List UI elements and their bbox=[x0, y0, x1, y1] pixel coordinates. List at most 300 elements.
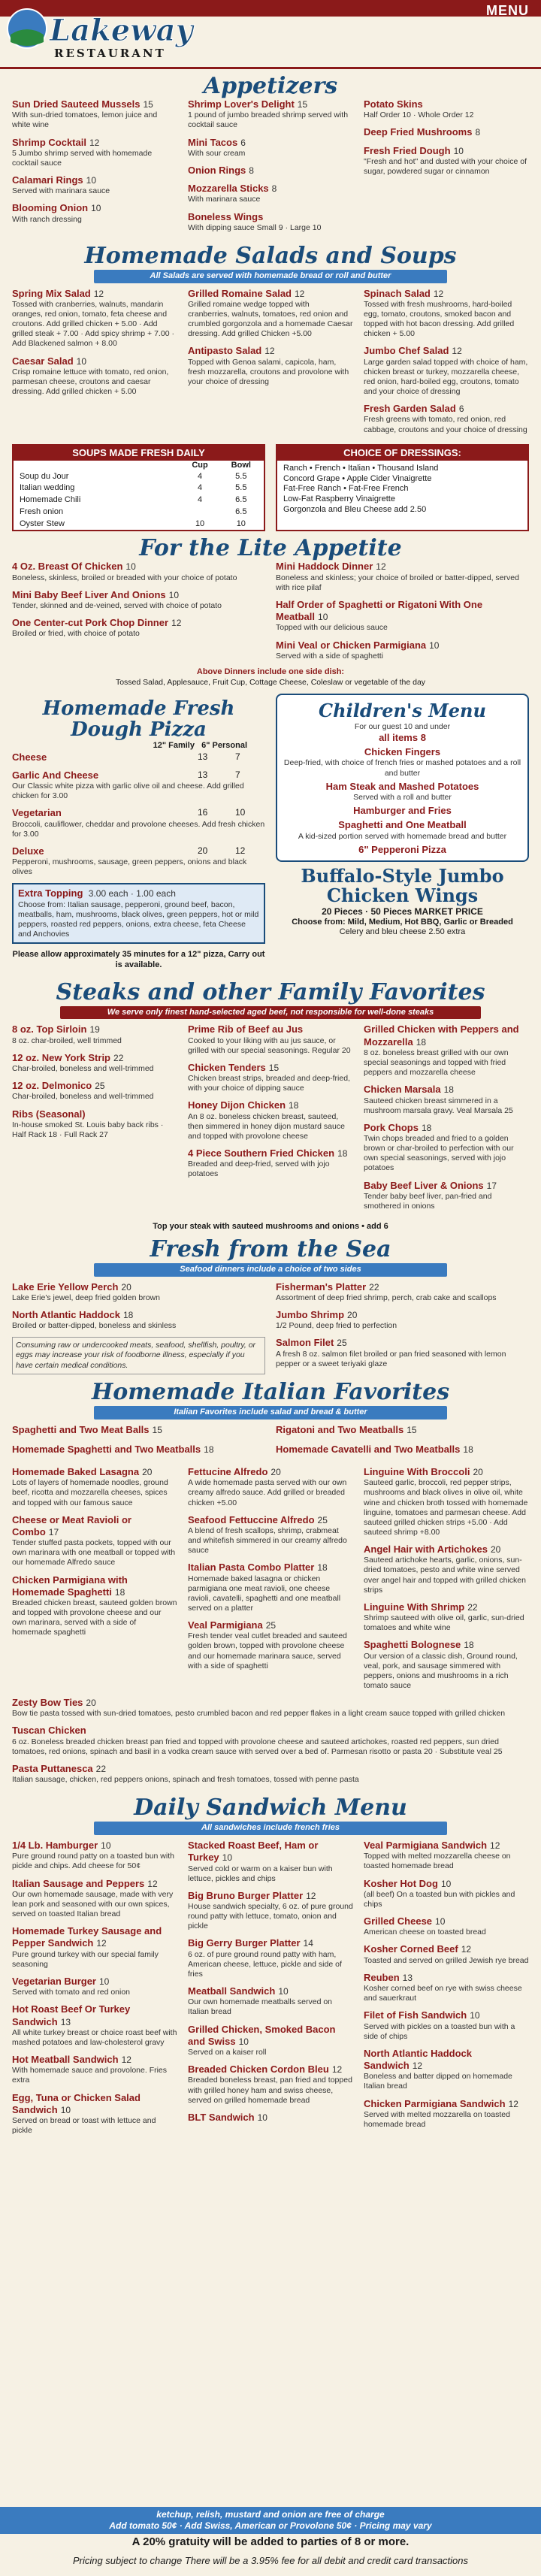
sandwich-foot-2: Add tomato 50¢ · Add Swiss, American or Provolone 50¢ · Pricing may vary bbox=[109, 2520, 432, 2531]
menu-item bbox=[188, 1937, 353, 1979]
italian-sub: Italian Favorites include salad and bread & butter bbox=[94, 1406, 447, 1420]
item-price: 20 bbox=[270, 1467, 281, 1478]
item-price: 10 bbox=[86, 175, 97, 186]
item-price: 12 bbox=[96, 1938, 107, 1949]
item-price: 18 bbox=[317, 1562, 328, 1574]
item-price: 12 bbox=[433, 288, 444, 299]
menu-item bbox=[12, 355, 177, 398]
item-name: Spinach Salad bbox=[364, 287, 431, 299]
item-desc: Fresh tender veal cutlet breaded and sauteed golden brown, topped with provolone cheese and our homemade marinara sauce, served with a side of spaghetti bbox=[188, 1631, 347, 1670]
menu-item bbox=[12, 1108, 177, 1141]
menu-item bbox=[364, 2048, 529, 2092]
menu-column bbox=[364, 1023, 529, 1217]
item-name: Salmon Filet bbox=[276, 1337, 334, 1349]
menu-item bbox=[364, 1543, 529, 1595]
item-desc: Tender baby beef liver, pan-fried and smothered in onions bbox=[364, 1191, 492, 1211]
item-name: Chicken Marsala bbox=[364, 1084, 441, 1096]
pizza-price-personal: 12 bbox=[235, 845, 246, 856]
dressing-line: Low-Fat Raspberry Vinaigrette bbox=[283, 494, 395, 504]
item-name: Half Order of Spaghetti or Rigatoni With One Meatball bbox=[276, 598, 483, 623]
pizza-price-family: 20 bbox=[198, 845, 208, 856]
item-price: 8 bbox=[475, 127, 481, 138]
item-price: 12 bbox=[412, 2060, 423, 2072]
item-desc: Kosher corned beef on rye with swiss cheese and sauerkraut bbox=[364, 1984, 522, 2003]
item-desc: (all beef) On a toasted bun with pickles and chips bbox=[364, 1889, 515, 1909]
item-price: 12 bbox=[331, 2064, 343, 2076]
menu-item bbox=[12, 1080, 177, 1102]
kids-price: all items 8 bbox=[379, 731, 426, 743]
dressings-title: CHOICE OF DRESSINGS: bbox=[277, 446, 527, 461]
item-price: 15 bbox=[297, 99, 308, 110]
item-desc: 5 Jumbo shrimp served with homemade cocktail sauce bbox=[12, 148, 153, 168]
item-name: Filet of Fish Sandwich bbox=[364, 2009, 467, 2021]
menu-item bbox=[364, 1601, 529, 1634]
svg-text:RESTAURANT: RESTAURANT bbox=[54, 47, 166, 60]
item-desc: Italian sausage, chicken, red peppers onions, spinach and fresh tomatoes, tossed with penne pasta bbox=[12, 1775, 359, 1785]
item-price: 10 bbox=[76, 355, 87, 367]
item-desc: Crisp romaine lettuce with tomato, red onion, parmesan cheese, croutons and caesar dressing. Add grilled chicken + 5.00 bbox=[12, 367, 169, 396]
item-name: 12 oz. New York Strip bbox=[12, 1051, 111, 1063]
item-desc: Served with pickles on a toasted bun with a side of chips bbox=[364, 2021, 515, 2041]
item-desc: A fresh 8 oz. salmon filet broiled or pan fried seasoned with lemon pepper or a sweet teriyaki glaze bbox=[276, 1349, 506, 1368]
kids-item-name: Ham Steak and Mashed Potatoes bbox=[325, 780, 479, 792]
sea-sub: Seafood dinners include a choice of two sides bbox=[94, 1263, 447, 1277]
menu-item bbox=[364, 2009, 529, 2042]
menu-item bbox=[188, 1099, 353, 1141]
menu-item bbox=[12, 1976, 177, 1997]
menu-item bbox=[276, 561, 529, 593]
item-name: 12 oz. Delmonico bbox=[12, 1080, 92, 1092]
item-desc: In-house smoked St. Louis baby back ribs · Half Rack 18 · Full Rack 27 bbox=[12, 1120, 164, 1139]
menu-label: MENU bbox=[486, 3, 529, 18]
item-price: 20 bbox=[490, 1544, 501, 1556]
dressing-line: Ranch • French • Italian • Thousand Island bbox=[283, 463, 439, 473]
item-desc: With sour cream bbox=[188, 148, 246, 158]
svg-text:Lakeway: Lakeway bbox=[50, 13, 193, 48]
item-desc: Twin chops breaded and fried to a golden brown or char-broiled to perfection with our own special seasonings, served with jojo potatoes bbox=[364, 1134, 514, 1173]
item-desc: Tender, skinned and de-veined, served with choice of potato bbox=[12, 601, 222, 610]
menu-item bbox=[364, 1023, 529, 1078]
kids-item bbox=[282, 746, 523, 779]
item-name: One Center-cut Pork Chop Dinner bbox=[12, 617, 169, 629]
item-name: Fettucine Alfredo bbox=[188, 1466, 268, 1478]
item-price: 12 bbox=[306, 1890, 316, 1901]
menu-item bbox=[188, 2064, 353, 2106]
item-desc: Boneless and skinless; your choice of broiled or batter-dipped, served with rice pilaf bbox=[276, 573, 519, 592]
sea-title: Fresh from the Sea bbox=[150, 1235, 391, 1262]
kids-item-desc: Served with a roll and butter bbox=[353, 792, 452, 802]
menu-column bbox=[12, 288, 177, 441]
soup-cup: 10 bbox=[195, 519, 205, 528]
item-desc: Tossed with cranberries, walnuts, mandarin oranges, red onion, tomato, feta cheese and croutons. Add grilled chicken + 5.00 · Add grilled steak + 7.00 · Add spicy shrimp + 7.00 · Add Blackened salmon + 8.00 bbox=[12, 299, 174, 349]
pizza-price-family: 13 bbox=[198, 769, 208, 780]
menu-item bbox=[276, 1281, 529, 1303]
menu-item bbox=[276, 1424, 529, 1436]
item-name: Spaghetti and Two Meat Balls bbox=[12, 1423, 150, 1435]
menu-column bbox=[12, 1840, 177, 2142]
item-name: Stacked Roast Beef, Ham or Turkey bbox=[188, 1840, 319, 1864]
pizza-section bbox=[0, 694, 541, 975]
menu-item bbox=[12, 1023, 177, 1045]
topping-name: Extra Topping bbox=[18, 887, 83, 899]
kids-item-name: Chicken Fingers bbox=[364, 746, 441, 758]
item-price: 18 bbox=[463, 1444, 473, 1455]
menu-item bbox=[276, 1337, 529, 1369]
pizza-price-family: 16 bbox=[198, 807, 208, 818]
item-desc: Breaded boneless breast, pan fried and topped with grilled honey ham and swiss cheese, served on grilled homemade bread bbox=[188, 2076, 352, 2105]
menu-item bbox=[12, 1697, 529, 1719]
item-name: Chicken Tenders bbox=[188, 1061, 266, 1073]
item-price: 10 bbox=[440, 1878, 452, 1889]
kids-item-desc: A kid-sized portion served with homemade bread and butter bbox=[298, 831, 507, 841]
pizza-desc: Our Classic white pizza with garlic olive oil and cheese. Add grilled chicken for 3.00 bbox=[12, 782, 244, 801]
item-price: 17 bbox=[486, 1180, 497, 1191]
wings-choose: Choose from: Mild, Medium, Hot BBQ, Garlic or Breaded bbox=[292, 917, 513, 927]
pizza-name: Cheese bbox=[12, 751, 47, 763]
item-desc: With dipping sauce Small 9 · Large 10 bbox=[188, 222, 322, 232]
menu-item bbox=[188, 1890, 353, 1932]
item-desc: Large garden salad topped with choice of ham, chicken breast or turkey, mozzarella cheese, red onion, hard-boiled egg, croutons, tomato and your choice of dressing bbox=[364, 357, 528, 396]
item-name: Potato Skins bbox=[364, 98, 423, 110]
item-desc: 1 pound of jumbo breaded shrimp served with cocktail sauce bbox=[188, 110, 349, 130]
item-price: 12 bbox=[147, 1878, 158, 1889]
item-name: Pork Chops bbox=[364, 1121, 419, 1133]
pizza-desc: Pepperoni, mushrooms, sausage, green peppers, onions and black olives bbox=[12, 857, 247, 877]
soup-cup: 4 bbox=[198, 471, 203, 481]
menu-item bbox=[364, 403, 529, 435]
item-price: 10 bbox=[435, 1916, 446, 1927]
steaks-sub: We serve only finest hand-selected aged beef, not responsible for well-done steaks bbox=[60, 1006, 481, 1020]
item-price: 12 bbox=[89, 137, 100, 148]
item-name: Homemade Spaghetti and Two Meatballs bbox=[12, 1443, 201, 1455]
item-price: 10 bbox=[60, 2104, 71, 2115]
item-price: 10 bbox=[470, 2010, 480, 2021]
item-desc: With ranch dressing bbox=[12, 214, 82, 224]
item-price: 19 bbox=[89, 1024, 100, 1036]
item-name: Hot Roast Beef Or Turkey Sandwich bbox=[12, 2003, 131, 2027]
item-price: 18 bbox=[464, 1640, 474, 1651]
item-price: 10 bbox=[318, 612, 328, 623]
soup-bowl: 5.5 bbox=[235, 471, 247, 481]
item-name: Italian Pasta Combo Platter bbox=[188, 1562, 315, 1574]
item-price: 12 bbox=[508, 2098, 518, 2109]
item-name: Jumbo Shrimp bbox=[276, 1308, 345, 1320]
soup-bowl: 6.5 bbox=[235, 506, 247, 516]
item-name: Spring Mix Salad bbox=[12, 287, 91, 299]
item-name: Prime Rib of Beef au Jus bbox=[188, 1023, 304, 1036]
item-price: 10 bbox=[101, 1840, 111, 1852]
soup-name: Fresh onion bbox=[20, 506, 64, 516]
item-name: Homemade Cavatelli and Two Meatballs bbox=[276, 1443, 461, 1455]
item-name: Rigatoni and Two Meatballs bbox=[276, 1423, 404, 1435]
item-name: Kosher Hot Dog bbox=[364, 1877, 438, 1889]
item-name: Cheese or Meat Ravioli or Combo bbox=[12, 1513, 131, 1537]
item-price: 12 bbox=[461, 1944, 472, 1955]
menu-item bbox=[188, 1619, 353, 1671]
item-price: 25 bbox=[317, 1514, 328, 1525]
steaks-note: Top your steak with sauteed mushrooms and onions • add 6 bbox=[153, 1222, 388, 1232]
kids-item-name: 6" Pepperoni Pizza bbox=[358, 843, 446, 855]
menu-item bbox=[12, 1840, 177, 1872]
pizza-item bbox=[12, 807, 265, 839]
menu-item bbox=[364, 1466, 529, 1537]
menu-item bbox=[12, 1052, 177, 1074]
item-desc: Broiled or batter-dipped, boneless and skinless bbox=[12, 1321, 177, 1331]
item-desc: Topped with our delicious sauce bbox=[276, 623, 388, 633]
item-price: 20 bbox=[473, 1467, 483, 1478]
item-price: 22 bbox=[467, 1601, 478, 1613]
menu-item bbox=[188, 1840, 353, 1884]
item-desc: Boneless, skinless, broiled or breaded with your choice of potato bbox=[12, 573, 237, 582]
menu-column bbox=[12, 1697, 529, 1791]
item-desc: Our own homemade sausage, made with very lean pork and seasoned with our own spices, served on toasted Italian bread bbox=[12, 1889, 174, 1919]
menu-item bbox=[188, 1514, 353, 1556]
menu-item bbox=[276, 1309, 529, 1331]
item-price: 18 bbox=[443, 1084, 454, 1096]
kids-item bbox=[282, 781, 523, 803]
menu-item bbox=[188, 1147, 353, 1180]
menu-item bbox=[188, 2024, 353, 2058]
item-name: Hot Meatball Sandwich bbox=[12, 2054, 119, 2066]
item-desc: All white turkey breast or choice roast beef with mashed potatoes and law-cholesterol gravy bbox=[12, 2027, 177, 2047]
menu-item bbox=[364, 98, 529, 120]
item-desc: Lake Erie's jewel, deep fried golden brown bbox=[12, 1293, 160, 1302]
menu-item bbox=[188, 183, 353, 204]
menu-column bbox=[276, 561, 529, 667]
menu-item bbox=[364, 1915, 529, 1937]
menu-item bbox=[12, 288, 177, 349]
item-name: Pasta Puttanesca bbox=[12, 1762, 93, 1774]
dressing-line: Gorgonzola and Bleu Cheese add 2.50 bbox=[283, 504, 427, 514]
menu-item bbox=[12, 2003, 177, 2048]
menu-item bbox=[188, 1985, 353, 2018]
item-name: BLT Sandwich bbox=[188, 2111, 255, 2123]
item-name: Egg, Tuna or Chicken Salad Sandwich bbox=[12, 2091, 141, 2115]
item-name: Breaded Chicken Cordon Bleu bbox=[188, 2064, 329, 2076]
item-price: 12 bbox=[171, 618, 182, 629]
pizza-price-personal: 7 bbox=[235, 769, 240, 780]
item-desc: Shrimp sauteed with olive oil, garlic, sun-dried tomatoes and white wine bbox=[364, 1613, 524, 1633]
menu-item bbox=[276, 599, 529, 633]
menu-column bbox=[12, 98, 177, 239]
kids-item bbox=[282, 844, 523, 856]
appetizers-section bbox=[0, 74, 541, 239]
item-name: Homemade Baked Lasagna bbox=[12, 1466, 140, 1478]
item-name: Caesar Salad bbox=[12, 355, 74, 367]
item-name: Mini Veal or Chicken Parmigiana bbox=[276, 639, 427, 651]
menu-item bbox=[188, 211, 353, 233]
kids-item-name: Hamburger and Fries bbox=[353, 805, 452, 816]
item-name: Fresh Fried Dough bbox=[364, 144, 451, 156]
item-price: 25 bbox=[337, 1338, 347, 1349]
wings-pieces: 20 Pieces · 50 Pieces MARKET PRICE bbox=[322, 906, 483, 917]
item-desc: Fresh greens with tomato, red onion, red cabbage, croutons and your choice of dressing bbox=[364, 415, 527, 434]
item-name: Antipasto Salad bbox=[188, 345, 262, 357]
kids-item bbox=[282, 819, 523, 841]
item-price: 10 bbox=[222, 1852, 233, 1864]
item-name: Big Gerry Burger Platter bbox=[188, 1937, 301, 1949]
item-desc: Sauteed garlic, broccoli, red pepper strips, mushrooms and black olives in olive oil, white wine and chicken broth tossed with homemade linguine, tomatoes and parmesan cheese. Add sauteed grilled chicken strips +5.00 · Add sauteed shrimp +8.00 bbox=[364, 1478, 528, 1537]
menu-item bbox=[12, 1466, 177, 1508]
sandwich-section bbox=[0, 1795, 541, 2142]
sandwich-sub: All sandwiches include french fries bbox=[94, 1822, 447, 1835]
menu-item bbox=[12, 1424, 265, 1436]
menu-item bbox=[364, 1180, 529, 1212]
topping-desc: Choose from: Italian sausage, pepperoni, ground beef, bacon, meatballs, ham, mushrooms, black olives, green peppers, hot or mild peppers, roasted red peppers, onions, extra cheese, feta Cheese and Anchovies bbox=[18, 899, 259, 939]
soup-row bbox=[14, 506, 264, 519]
item-desc: With sun-dried tomatoes, lemon juice and white wine bbox=[12, 110, 158, 130]
steaks-title: Steaks and other Family Favorites bbox=[56, 978, 485, 1005]
menu-item bbox=[188, 345, 353, 387]
item-name: Mini Haddock Dinner bbox=[276, 561, 373, 573]
item-desc: With marinara sauce bbox=[188, 195, 261, 204]
item-price: 22 bbox=[95, 1763, 107, 1774]
menu-item bbox=[12, 1725, 529, 1757]
menu-item bbox=[364, 288, 529, 340]
item-price: 25 bbox=[265, 1620, 277, 1631]
menu-column bbox=[364, 288, 529, 441]
item-price: 12 bbox=[376, 561, 386, 573]
kids-item-name: Spaghetti and One Meatball bbox=[338, 819, 467, 831]
item-name: Reuben bbox=[364, 1971, 400, 1983]
item-name: Mozzarella Sticks bbox=[188, 183, 269, 195]
wings-title: Buffalo-Style Jumbo Chicken Wings bbox=[301, 864, 504, 907]
soup-col-bowl: Bowl bbox=[231, 460, 251, 470]
item-desc: "Fresh and hot" and dusted with your choice of sugar, powdered sugar or cinnamon bbox=[364, 156, 527, 176]
soup-row bbox=[14, 471, 264, 483]
item-desc: Homemade baked lasagna or chicken parmigiana one meat ravioli, one cheese ravioli, cavatelli, spaghetti and one meatball served on a platter bbox=[188, 1574, 341, 1613]
item-name: 4 Piece Southern Fried Chicken bbox=[188, 1147, 335, 1160]
menu-column bbox=[12, 1466, 177, 1697]
kids-menu bbox=[276, 694, 529, 862]
menu-item bbox=[364, 1840, 529, 1872]
pizza-price-personal: 10 bbox=[235, 807, 246, 818]
menu-item bbox=[12, 98, 177, 131]
item-price: 18 bbox=[337, 1148, 348, 1160]
pizza-desc: Broccoli, cauliflower, cheddar and provolone cheeses. Add fresh chicken for 3.00 bbox=[12, 819, 265, 839]
topping-price: 3.00 each · 1.00 each bbox=[88, 888, 176, 899]
item-price: 10 bbox=[238, 2036, 249, 2047]
item-name: Ribs (Seasonal) bbox=[12, 1108, 86, 1120]
item-desc: Pure ground turkey with our special family seasoning bbox=[12, 1949, 159, 1969]
item-price: 12 bbox=[295, 288, 305, 299]
item-price: 17 bbox=[48, 1526, 59, 1537]
item-price: 12 bbox=[264, 346, 275, 357]
item-price: 15 bbox=[407, 1424, 417, 1435]
item-desc: Char-broiled, boneless and well-trimmed bbox=[12, 1092, 154, 1102]
menu-item bbox=[12, 1878, 177, 1920]
item-price: 20 bbox=[347, 1309, 358, 1320]
kids-sub: For our guest 10 and under bbox=[354, 721, 451, 731]
item-desc: Broiled or fried, with choice of potato bbox=[12, 629, 140, 639]
item-price: 10 bbox=[91, 203, 101, 214]
item-name: Spaghetti Bolognese bbox=[364, 1639, 461, 1651]
item-price: 18 bbox=[289, 1100, 299, 1111]
item-name: Calamari Rings bbox=[12, 174, 83, 186]
item-name: North Atlantic Haddock Sandwich bbox=[364, 2047, 472, 2072]
item-price: 8 bbox=[271, 183, 277, 195]
item-desc: Served on bread or toast with lettuce and pickle bbox=[12, 2116, 156, 2136]
item-name: Italian Sausage and Peppers bbox=[12, 1877, 145, 1889]
item-name: Shrimp Cocktail bbox=[12, 136, 86, 148]
menu-column bbox=[12, 561, 265, 667]
raw-warning: Consuming raw or undercooked meats, seafood, shellfish, poultry, or eggs may increase your risk of foodborne illness, especially if you have certain medical conditions. bbox=[12, 1337, 265, 1374]
soup-row bbox=[14, 494, 264, 506]
menu-item bbox=[188, 137, 353, 159]
item-name: Veal Parmigiana Sandwich bbox=[364, 1840, 488, 1852]
item-price: 20 bbox=[121, 1281, 131, 1293]
soup-cup bbox=[182, 506, 219, 519]
menu-item bbox=[364, 1943, 529, 1965]
item-desc: 1/2 Pound, deep fried to perfection bbox=[276, 1321, 397, 1331]
item-name: Fisherman's Platter bbox=[276, 1280, 367, 1293]
item-name: 4 Oz. Breast Of Chicken bbox=[12, 561, 123, 573]
menu-item bbox=[188, 98, 353, 131]
item-price: 10 bbox=[453, 145, 464, 156]
dressing-line: Concord Grape • Apple Cider Vinaigrette bbox=[283, 473, 432, 483]
pizza-item bbox=[12, 769, 265, 802]
menu-item bbox=[188, 1023, 353, 1056]
item-desc: Served with melted mozzarella on toasted homemade bread bbox=[364, 2109, 510, 2129]
item-price: 12 bbox=[121, 2054, 131, 2066]
item-desc: With homemade sauce and provolone. Fries extra bbox=[12, 2066, 168, 2085]
wings-celery: Celery and bleu cheese 2.50 extra bbox=[339, 927, 466, 937]
item-desc: Served on a kaiser roll bbox=[188, 2048, 267, 2057]
item-price: 12 bbox=[452, 346, 462, 357]
salads-section bbox=[0, 243, 541, 532]
pizza-item bbox=[12, 845, 265, 878]
item-price: 12 bbox=[93, 288, 104, 299]
item-desc: Breaded chicken breast, sauteed golden brown and topped with provolone cheese and our own marinara, served with a side of homemade spaghetti bbox=[12, 1598, 177, 1637]
pizza-title: Homemade Fresh Dough Pizza bbox=[42, 697, 235, 742]
pricing-note: Pricing subject to change There will be a 3.95% fee for all debit and credit card transactions bbox=[72, 2555, 469, 2566]
item-price: 10 bbox=[99, 1976, 110, 1987]
menu-item bbox=[12, 1281, 265, 1303]
item-price: 10 bbox=[429, 639, 440, 651]
item-desc: Pure ground round patty on a toasted bun with pickle and chips. Add cheese for 50¢ bbox=[12, 1852, 174, 1871]
soup-cup: 4 bbox=[198, 495, 203, 505]
item-price: 22 bbox=[369, 1281, 379, 1293]
item-desc: Our version of a classic dish, Ground round, veal, pork, and sausage simmered with peppers, onions and mushrooms in a rich tomato sauce bbox=[364, 1651, 518, 1690]
item-desc: Served with a side of spaghetti bbox=[276, 651, 384, 661]
item-price: 15 bbox=[268, 1062, 280, 1073]
menu-column bbox=[188, 1840, 353, 2142]
gratuity: A 20% gratuity will be added to parties of 8 or more. bbox=[131, 2535, 410, 2548]
item-desc: American cheese on toasted bread bbox=[364, 1927, 486, 1937]
item-desc: 6 oz. of pure ground round patty with ham, American cheese, lettuce, pickle and side of fries bbox=[188, 1949, 342, 1979]
item-name: Chicken Parmigiana with Homemade Spaghetti bbox=[12, 1574, 128, 1598]
item-name: Lake Erie Yellow Perch bbox=[12, 1280, 119, 1293]
item-name: Grilled Cheese bbox=[364, 1915, 433, 1927]
menu-item bbox=[188, 1466, 353, 1508]
item-desc: Toasted and served on grilled Jewish rye bread bbox=[364, 1955, 529, 1965]
item-price: 6 bbox=[458, 404, 464, 415]
item-name: Mini Baby Beef Liver And Onions bbox=[12, 588, 166, 600]
item-desc: A blend of fresh scallops, shrimp, crabmeat and whitefish simmered in our creamy alfredo sauce bbox=[188, 1525, 347, 1556]
italian-section bbox=[0, 1380, 541, 1791]
menu-item bbox=[364, 345, 529, 397]
item-name: Grilled Romaine Salad bbox=[188, 287, 292, 299]
menu-item bbox=[12, 137, 177, 169]
item-price: 18 bbox=[416, 1036, 427, 1048]
menu-item bbox=[12, 561, 265, 582]
appetizers-title: Appetizers bbox=[203, 73, 338, 99]
lite-sides: Tossed Salad, Applesauce, Fruit Cup, Cottage Cheese, Coleslaw or vegetable of the day bbox=[115, 677, 426, 687]
menu-item bbox=[364, 1084, 529, 1116]
lite-title: For the Lite Appetite bbox=[139, 535, 402, 562]
menu-item bbox=[12, 617, 265, 639]
item-desc: An 8 oz. boneless chicken breast, sauteed, then simmered in honey dijon mustard sauce and topped with provolone cheese bbox=[188, 1111, 345, 1141]
